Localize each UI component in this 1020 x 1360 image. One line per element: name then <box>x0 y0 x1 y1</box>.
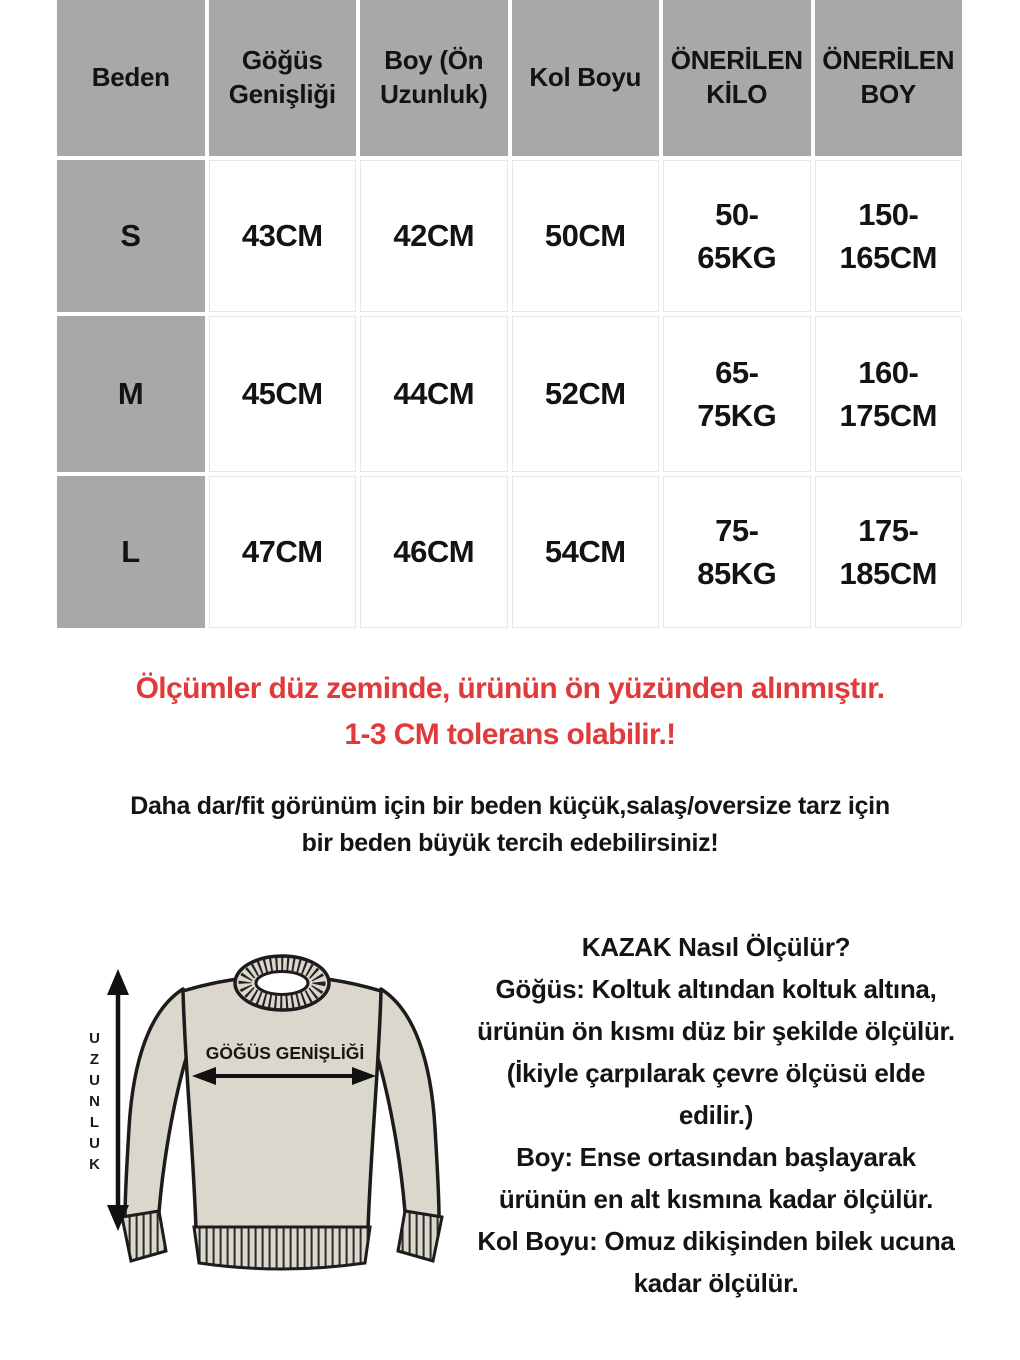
value-cell: 46CM <box>360 476 508 628</box>
left-cuff <box>122 1211 166 1261</box>
guide-line: ürünün ön kısmı düz bir şekilde ölçülür. <box>477 1016 955 1046</box>
value-cell: 50-65KG <box>663 160 811 312</box>
guide-title: KAZAK Nasıl Ölçülür? <box>581 932 851 962</box>
value-cell: 65-75KG <box>663 316 811 472</box>
fit-note-line2: bir beden büyük tercih edebilirsiniz! <box>301 829 719 857</box>
value-cell: 160-175CM <box>815 316 963 472</box>
size-table <box>57 0 962 628</box>
header-cell-sleeve: Kol Boyu <box>512 0 660 156</box>
size-cell-m: M <box>57 316 205 472</box>
hem-band <box>194 1227 370 1269</box>
guide-line: (İkiyle çarpılarak çevre ölçüsü elde <box>506 1058 926 1088</box>
chest-width-label: GÖĞÜS GENİŞLİĞİ <box>205 1043 365 1063</box>
guide-line: ürünün en alt kısmına kadar ölçülür. <box>498 1184 934 1214</box>
value-cell: 50CM <box>512 160 660 312</box>
size-cell-l: L <box>57 476 205 628</box>
value-cell: 44CM <box>360 316 508 472</box>
guide-line: kadar ölçülür. <box>633 1268 799 1298</box>
tolerance-note-line1: Ölçümler düz zeminde, ürünün ön yüzünden alınmıştır. <box>135 672 885 705</box>
value-cell: 52CM <box>512 316 660 472</box>
length-arrow-top-head <box>107 969 129 995</box>
value-cell: 42CM <box>360 160 508 312</box>
measuring-guide <box>420 926 1012 1304</box>
collar-inner <box>256 972 308 995</box>
tolerance-note-line2: 1-3 CM tolerans olabilir.! <box>344 718 676 751</box>
fit-note-line1: Daha dar/fit görünüm için bir beden küçük,salaş/oversize tarz için <box>130 792 890 820</box>
guide-line: Göğüs: Koltuk altından koltuk altına, <box>495 974 937 1004</box>
header-cell-beden: Beden <box>57 0 205 156</box>
tolerance-note <box>0 666 1020 758</box>
value-cell: 43CM <box>209 160 357 312</box>
value-cell: 75-85KG <box>663 476 811 628</box>
value-cell: 47CM <box>209 476 357 628</box>
header-cell-length: Boy (Ön Uzunluk) <box>360 0 508 156</box>
left-sleeve <box>125 989 187 1217</box>
value-cell: 175-185CM <box>815 476 963 628</box>
value-cell: 54CM <box>512 476 660 628</box>
guide-line: edilir.) <box>678 1100 754 1130</box>
length-axis-label: UZUNLUK <box>89 1030 100 1173</box>
header-cell-chest: Göğüs Genişliği <box>209 0 357 156</box>
sweater-body <box>183 976 381 1229</box>
value-cell: 150-165CM <box>815 160 963 312</box>
guide-line: Boy: Ense ortasından başlayarak <box>516 1142 916 1172</box>
guide-line: Kol Boyu: Omuz dikişinden bilek ucuna <box>477 1226 955 1256</box>
fit-note <box>0 788 1020 862</box>
header-cell-weight: ÖNERİLEN KİLO <box>663 0 811 156</box>
size-cell-s: S <box>57 160 205 312</box>
header-cell-height: ÖNERİLEN BOY <box>815 0 963 156</box>
value-cell: 45CM <box>209 316 357 472</box>
